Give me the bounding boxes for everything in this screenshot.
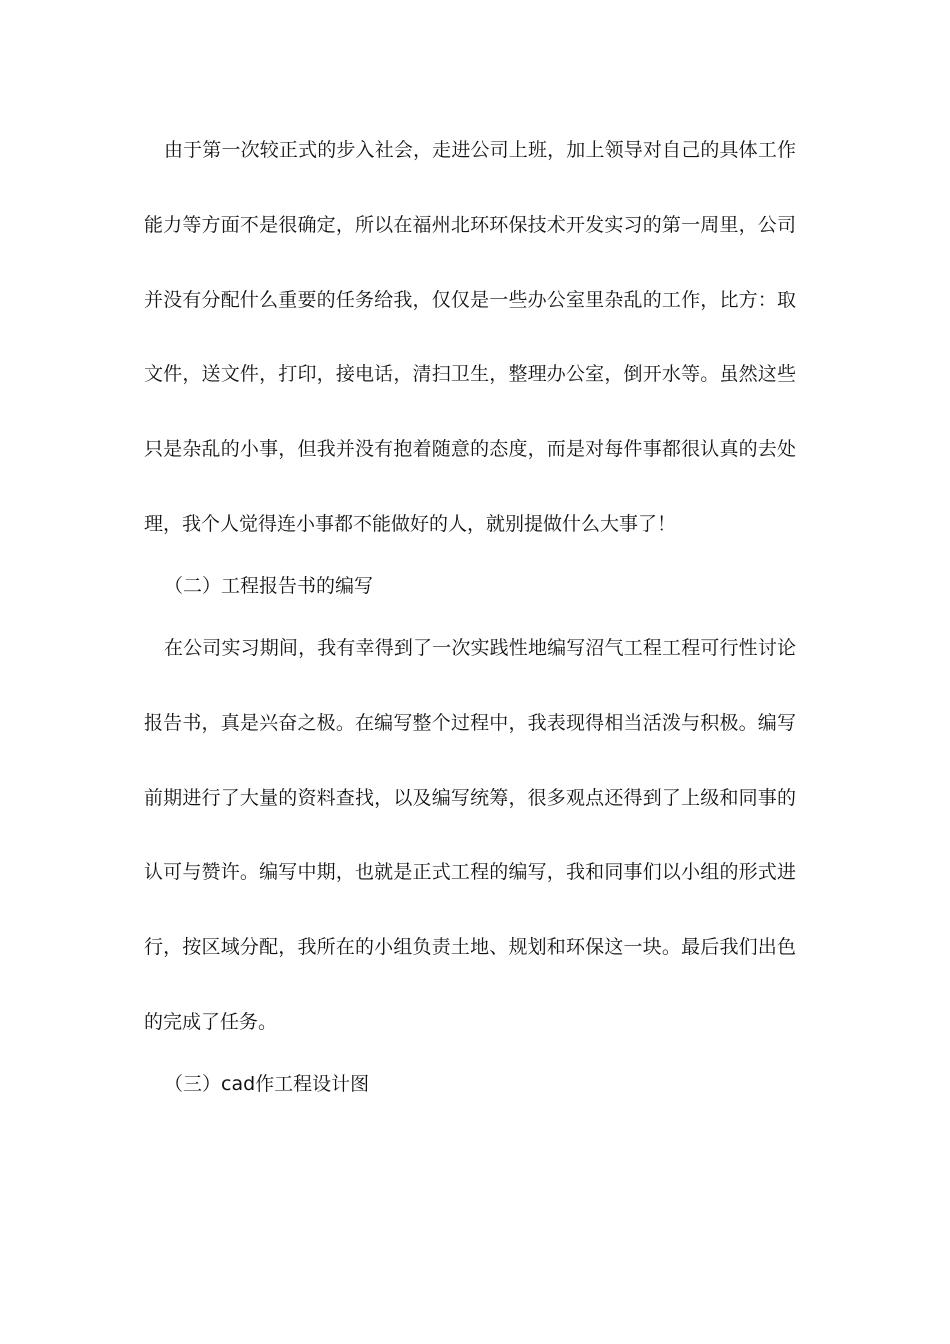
paragraph-1-line-1: 由于第一次较正式的步入社会，走进公司上班，加上领导对自己的具体工作 bbox=[164, 139, 796, 161]
paragraph-1-line-5: 只是杂乱的小事，但我并没有抱着随意的态度，而是对每件事都很认真的去处 bbox=[144, 438, 796, 460]
paragraph-2-line-4: 认可与赞许。编写中期，也就是正式工程的编写，我和同事们以小组的形式进 bbox=[144, 861, 796, 883]
paragraph-2-line-6: 的完成了任务。 bbox=[144, 1011, 278, 1033]
section-heading-2: （二）工程报告书的编写 bbox=[164, 575, 374, 597]
paragraph-1-line-2: 能力等方面不是很确定，所以在福州北环环保技术开发实习的第一周里，公司 bbox=[144, 214, 796, 236]
paragraph-2-line-3: 前期进行了大量的资料查找，以及编写统筹，很多观点还得到了上级和同事的 bbox=[144, 787, 796, 809]
paragraph-2-line-2: 报告书，真是兴奋之极。在编写整个过程中，我表现得相当活泼与积极。编写 bbox=[144, 712, 796, 734]
section-heading-3: （三）cad作工程设计图 bbox=[164, 1073, 370, 1095]
paragraph-1-line-4: 文件，送文件，打印，接电话，清扫卫生，整理办公室，倒开水等。虽然这些 bbox=[144, 363, 796, 385]
paragraph-1-line-6: 理，我个人觉得连小事都不能做好的人，就别提做什么大事了！ bbox=[144, 513, 677, 535]
paragraph-1-line-3: 并没有分配什么重要的任务给我，仅仅是一些办公室里杂乱的工作，比方：取 bbox=[144, 289, 796, 311]
paragraph-2-line-5: 行，按区域分配，我所在的小组负责土地、规划和环保这一块。最后我们出色 bbox=[144, 936, 796, 958]
paragraph-2-line-1: 在公司实习期间，我有幸得到了一次实践性地编写沼气工程工程可行性讨论 bbox=[164, 637, 796, 659]
